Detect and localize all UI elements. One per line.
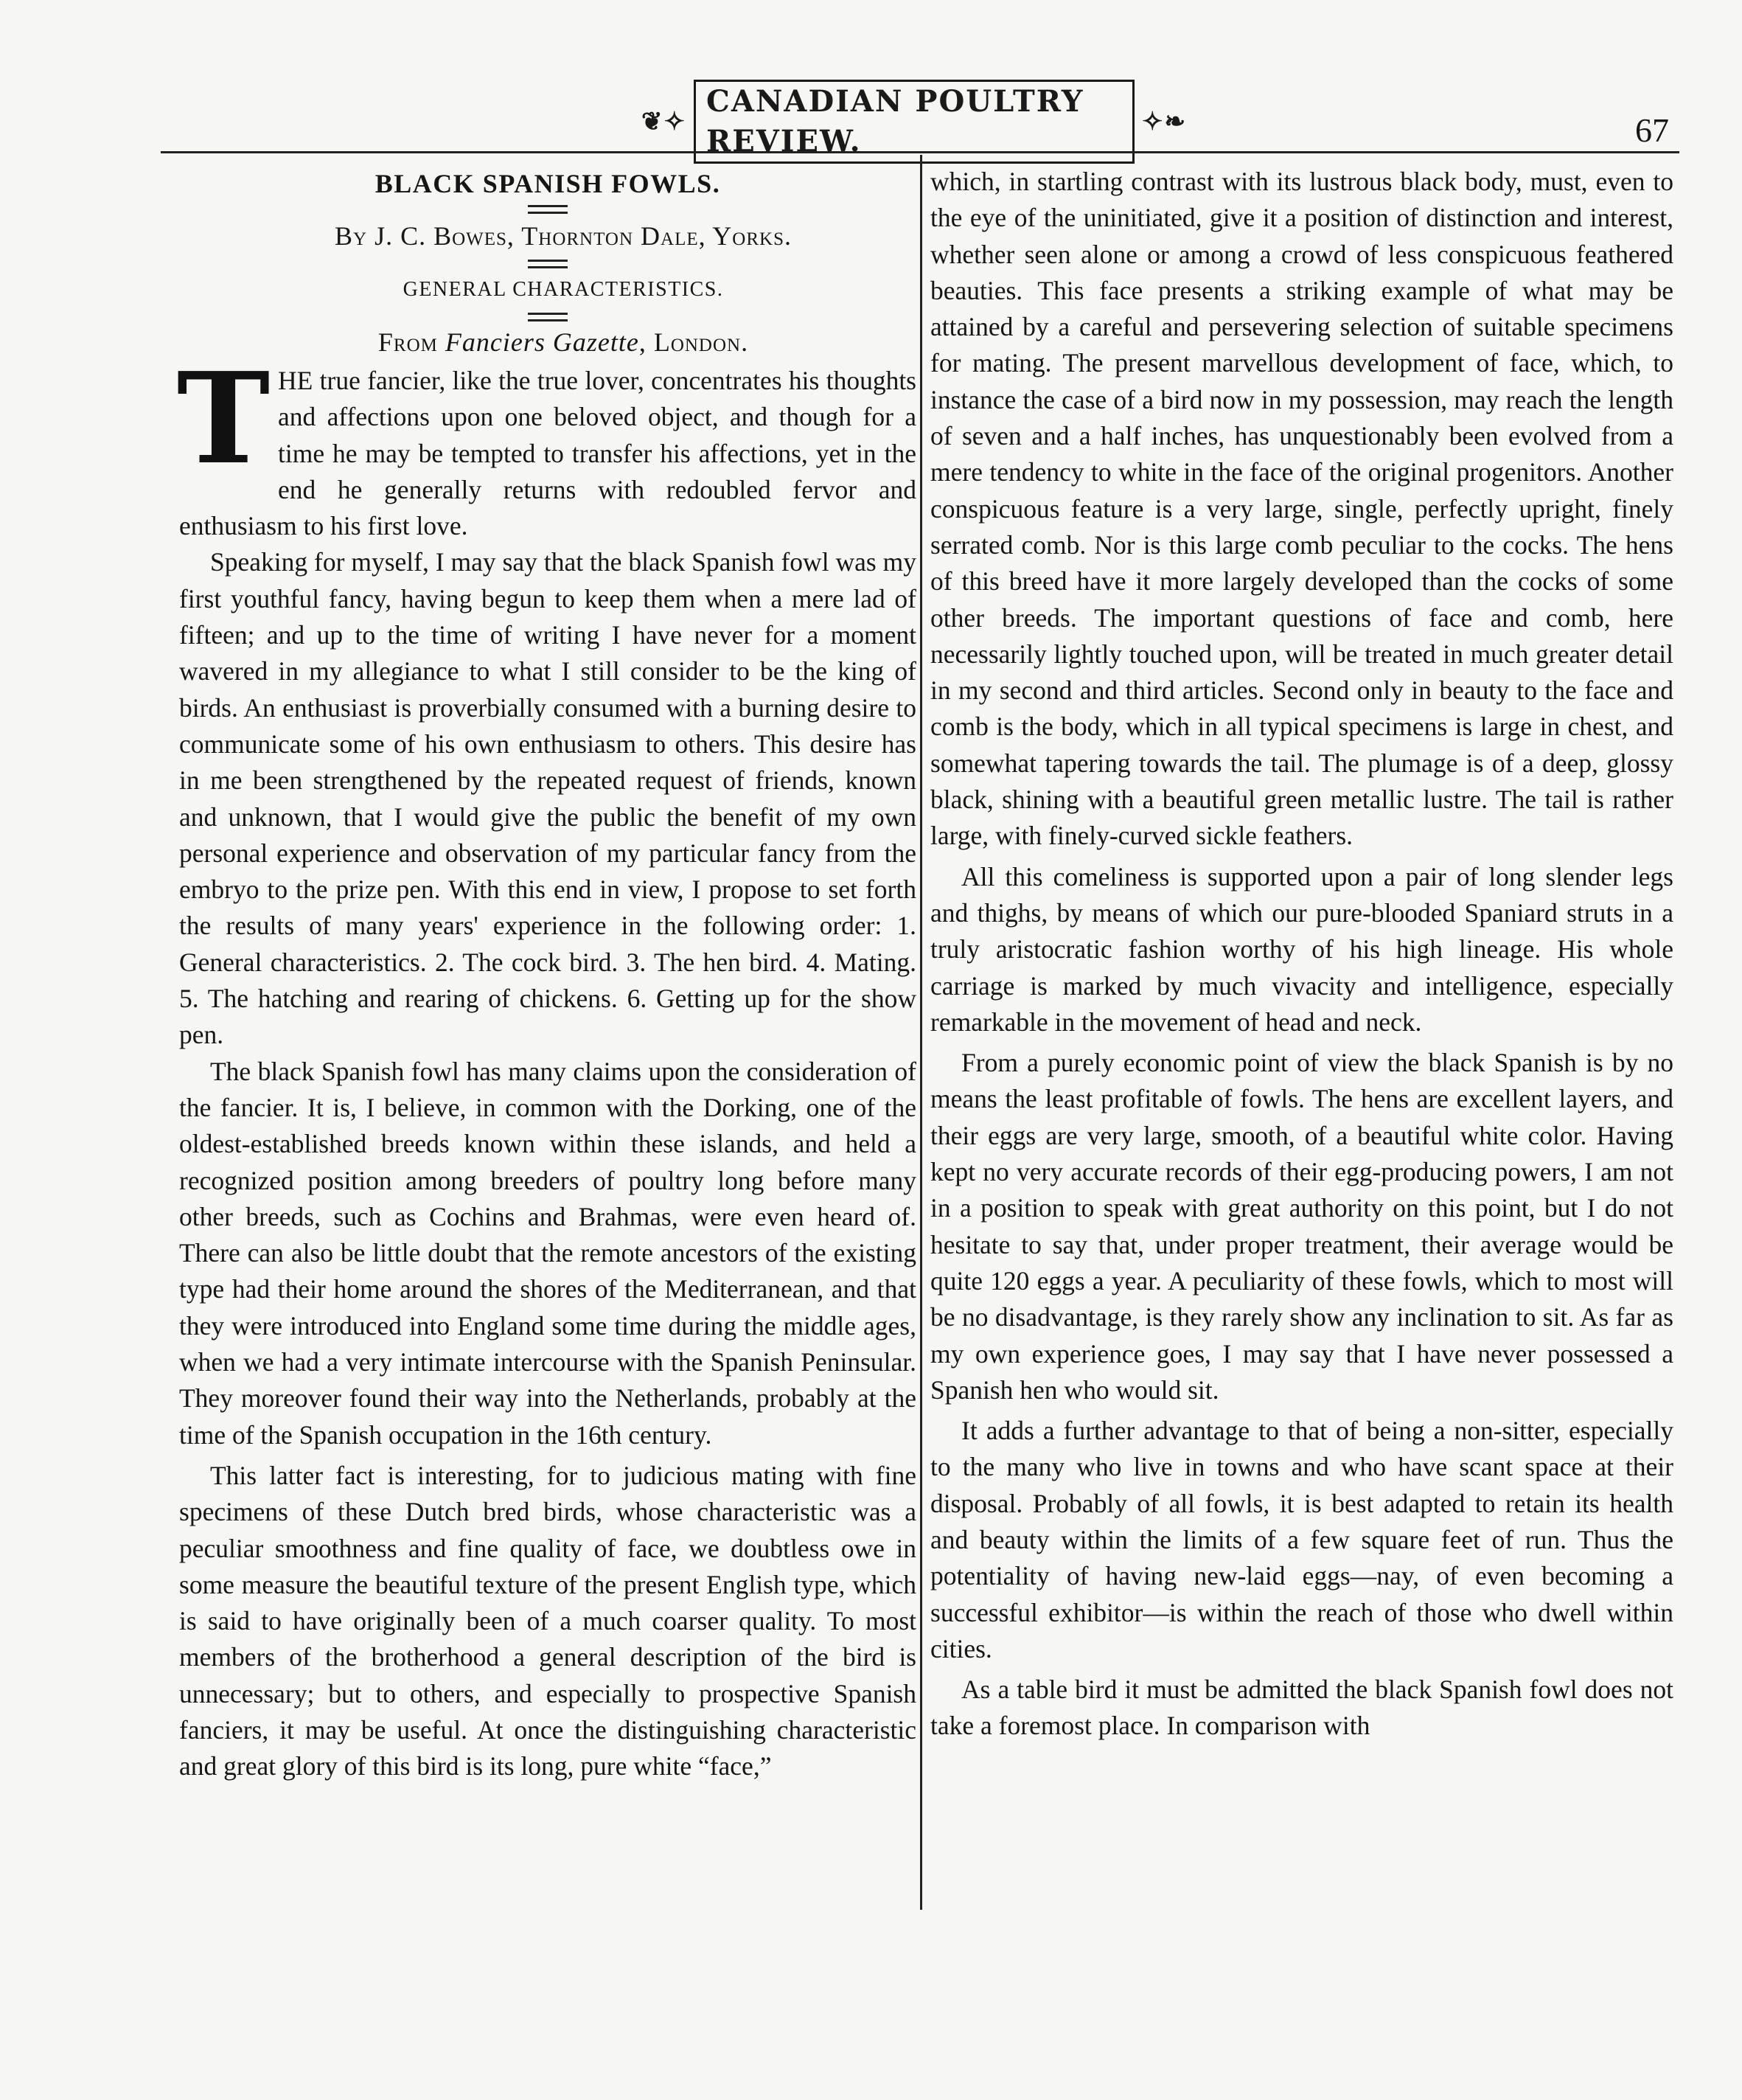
paragraph-6: All this comeliness is supported upon a pair of long slender legs and thighs, by means of which our pure-blooded Spaniard struts in a truly aristocratic fashion worthy of his high lineage. His whole carriage is marked by much vivacity and intelligence, especially remarkable in the movement of head and neck. — [930, 861, 1673, 1037]
paragraph-3: The black Spanish fowl has many claims upon the consideration of the fancier. It is, I believe, in common with the Dorking, one of the oldest-established breeds known within these islands, and held a recognized position among breeders of poultry long before many other breeds, such as Cochins and Brahmas, were even heard of. There can also be little doubt that the remote ancestors of the existing type had their home around the shores of the Mediterranean, and that they were introduced into England some time during the middle ages, when we had a very intimate intercourse with the Spanish Peninsular. They moreover found their way into the Netherlands, probably at the time of the Spanish occupation in the 16th century. — [179, 1056, 916, 1450]
paragraph-2: Speaking for myself, I may say that the black Spanish fowl was my first youthful fancy, having begun to keep them when a mere lad of fifteen; and up to the time of writing I have never for a moment wavered in my allegiance to what I still consider to be the king of birds. An enthusiast is proverbially consumed with a burning desire to communicate some of his own enthusiasm to others. This desire has in me been strengthened by the repeated request of friends, known and unknown, that I would give the public the benefit of my own personal experience and observation of my particular fancy from the embryo to the prize pen. With this end in view, I propose to set forth the results of many years' experience in the following order: 1. General characteristics. 2. The cock bird. 3. The hen bird. 4. Mating. 5. The hatching and rearing of chickens. 6. Getting up for the show pen. — [179, 547, 916, 1050]
source-line — [179, 321, 916, 363]
paragraph-7: From a purely economic point of view the black Spanish is by no means the least profitable of fowls. The hens are excellent layers, and their eggs are very large, smooth, of a beautiful white color. Having kept no very accurate records of their egg-producing powers, I am not in a position to speak with great authority on this point, but I do not hesitate to say that, under proper treatment, their average would be quite 120 eggs a year. A peculiarity of these fowls, which to most will be no disadvantage, is they rarely show any inclination to sit. As far as my own experience goes, I may say that I have never possessed a Spanish hen who would sit. — [930, 1048, 1673, 1405]
header-rule — [161, 151, 1679, 153]
left-column — [176, 164, 916, 1785]
first-para-lead: HE — [278, 366, 313, 395]
paragraph-1-text: true fancier, like the true lover, concentrates his thoughts and affections upon one beloved object, and though for a time he may be tempted to transfer his affections, yet in the end he generally returns with redoubled fervor and enthusiasm to his first love. — [179, 366, 916, 541]
section-heading: GENERAL CHARACTERISTICS. — [403, 278, 724, 301]
paragraph-5: which, in startling contrast with its lustrous black body, must, even to the eye of the uninitiated, give it a position of distinction and interest, whether seen alone or among a crowd of less conspicuous feathered beauties. This face presents a striking example of what may be attained by a careful and persevering selection of suitable specimens for mating. The present marvellous development of face, which, to instance the case of a bird now in my possession, may reach the length of seven and a half inches, has unquestionably been evolved from a mere tendency to white in the face of the original progenitors. Another conspicuous feature is a very large, single, perfectly upright, finely serrated comb. Nor is this large comb peculiar to the cocks. The hens of this breed have it more largely developed than the cocks of some other breeds. The important questions of face and comb, here necessarily lightly touched upon, will be treated in much greater detail in my second and third articles. Second only in beauty to the face and comb is the body, which in all typical specimens is large in chest, and somewhat tapering towards the tail. The plumage is of a deep, glossy black, shining with a beautiful green metallic lustre. The tail is rather large, with finely-curved sickle feathers. — [930, 167, 1673, 851]
paragraph-9: As a table bird it must be admitted the black Spanish fowl does not take a foremost place. In comparison with — [930, 1675, 1673, 1741]
byline-dash — [528, 260, 568, 268]
left-ornament-icon: ❦✧ — [641, 107, 686, 136]
drop-cap: T — [176, 345, 271, 493]
source-prefix: From — [377, 327, 438, 357]
running-head — [634, 84, 1194, 159]
publication-title: CANADIAN POULTRY REVIEW. — [694, 80, 1135, 164]
article-title: BLACK SPANISH FOWLS. — [374, 169, 721, 198]
paragraph-8: It adds a further advantage to that of being a non-sitter, especially to the many who live in towns and who have scant space at their disposal. Probably of all fowls, it is best adapted to retain its health and beauty within the limits of a few square feet of run. Thus the potentiality of having new-laid eggs—nay, of even becoming a successful exhibitor—is within the reach of those who dwell within cities. — [930, 1416, 1673, 1663]
page-number: 67 — [1635, 111, 1669, 149]
section-dash — [528, 313, 568, 321]
source-publication: Fanciers Gazette — [445, 327, 639, 357]
right-ornament-icon: ✧❧ — [1142, 107, 1187, 136]
column-divider — [920, 155, 922, 1910]
right-column — [930, 164, 1673, 1745]
paragraph-1 — [176, 345, 916, 544]
source-suffix: , London. — [638, 327, 749, 357]
paragraph-4: This latter fact is interesting, for to judicious mating with fine specimens of these Dutch bred birds, whose characteristic was a peculiar smoothness and fine quality of face, we doubtless owe in some measure the beautiful texture of the present English type, which is said to have originally been of a much coarser quality. To most members of the brotherhood a general description of the bird is unnecessary; but to others, and especially to prospective Spanish fanciers, it may be useful. At once the distinguishing characteristic and great glory of this bird is its long, pure white “face,” — [179, 1460, 916, 1781]
title-dash — [528, 205, 568, 214]
byline: By J. C. Bowes, Thornton Dale, Yorks. — [335, 221, 792, 251]
